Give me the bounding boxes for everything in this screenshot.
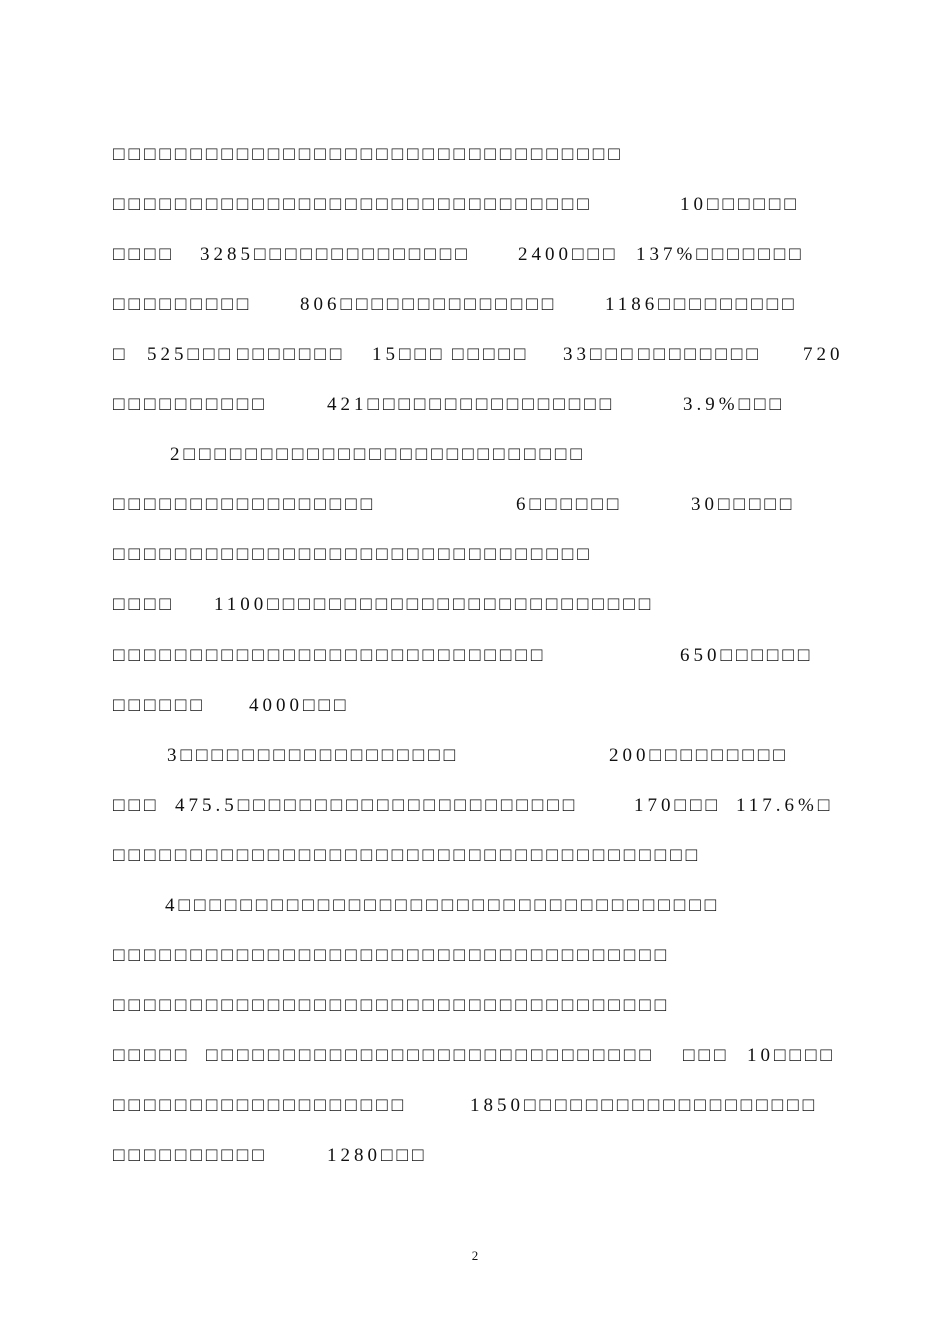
text-segment: 1850□□□□□□□□□□□□□□□□□□□ [470,1095,819,1116]
text-segment: 3□□□□□□□□□□□□□□□□□□ [167,745,460,766]
text-segment: □□□□ [113,244,175,265]
text-segment: □□□□□□□□□ [113,294,253,315]
text-segment: 15□□□ [372,344,446,365]
text-segment: 1280□□□ [327,1145,428,1166]
text-line [0,941,950,971]
text-line [0,741,950,771]
text-segment: □□□□ [113,594,175,615]
text-line [0,691,950,721]
text-line [0,891,950,921]
text-line [0,1141,950,1171]
text-segment: □□□□□□□□□□□□□□□□□□□□□□□□□□□□□□□ [113,194,593,215]
text-line [0,991,950,1021]
text-segment: 3285□□□□□□□□□□□□□□ [200,244,471,265]
text-line [0,590,950,620]
text-segment: 1100□□□□□□□□□□□□□□□□□□□□□□□□□ [214,594,655,615]
text-segment: □□□□□□□□□□□□□□□□□□□□□□□□□□□□□□□□□□□□ [113,995,671,1016]
text-segment: 421□□□□□□□□□□□□□□□□ [327,394,616,415]
text-segment: □ [113,344,129,365]
text-segment: □□□□□□□□□□□□□□□□□□□□□□□□□□□□□□□□□□□□ [113,945,671,966]
text-segment: □□□□□□□ [237,344,346,365]
page-number: 2 [471,1248,479,1263]
text-segment: 137%□□□□□□□ [636,244,805,265]
text-segment: □□□□□□□□□□□□□□□□□□□□□□□□□□□□□□□□□ [113,144,624,165]
text-segment: 10□□□□ [747,1045,836,1066]
text-segment: 2□□□□□□□□□□□□□□□□□□□□□□□□□□ [170,444,586,465]
text-segment: □□□□□□ [113,695,206,716]
text-segment: □□□□□ [452,344,530,365]
text-segment: □□□□□□□□ [638,344,762,365]
text-segment: 650□□□□□□ [680,645,814,666]
text-segment: 1186□□□□□□□□□ [605,294,798,315]
text-line [0,641,950,671]
text-segment: 525□□□ [147,344,234,365]
text-line [0,490,950,520]
text-segment: 720 [803,344,844,365]
text-segment: 170□□□ [634,795,721,816]
text-line [0,1041,950,1071]
text-segment: □□□□□ [113,1045,191,1066]
text-line [0,1091,950,1121]
text-line [0,290,950,320]
text-segment: □□□□□□□□□□ [113,1145,268,1166]
text-segment: 6□□□□□□ [516,494,623,515]
text-segment: 475.5□□□□□□□□□□□□□□□□□□□□□□ [175,795,579,816]
text-line [0,390,950,420]
text-line [0,841,950,871]
text-segment: 4000□□□ [249,695,350,716]
text-segment: □□□□□□□□□□ [113,394,268,415]
text-segment: 117.6%□ [736,795,834,816]
text-segment: □□□□□□□□□□□□□□□□□ [113,494,377,515]
text-segment: □□□□□□□□□□□□□□□□□□□□□□□□□□□□□ [206,1045,655,1066]
text-segment: 3.9%□□□ [683,394,786,415]
text-segment: 10□□□□□□ [680,194,800,215]
text-segment: 4□□□□□□□□□□□□□□□□□□□□□□□□□□□□□□□□□□□ [165,895,721,916]
text-segment: □□□□□□□□□□□□□□□□□□□□□□□□□□□□ [113,645,547,666]
text-line [0,240,950,270]
text-segment: □□□□□□□□□□□□□□□□□□□□□□□□□□□□□□□□□□□□□□ [113,845,702,866]
text-segment: 30□□□□□ [691,494,796,515]
text-line [0,140,950,170]
text-segment: 806□□□□□□□□□□□□□□ [300,294,558,315]
text-segment: 200□□□□□□□□□ [609,745,789,766]
text-segment: 33□□□ [563,344,637,365]
text-segment: □□□□□□□□□□□□□□□□□□□□□□□□□□□□□□□ [113,544,593,565]
text-line [0,340,950,370]
text-line [0,440,950,470]
text-segment: □□□□□□□□□□□□□□□□□□□ [113,1095,408,1116]
text-line [0,190,950,220]
text-line [0,791,950,821]
text-segment: 2400□□□ [518,244,619,265]
text-line [0,540,950,570]
text-segment: □□□ [113,795,160,816]
text-segment: □□□ [683,1045,730,1066]
